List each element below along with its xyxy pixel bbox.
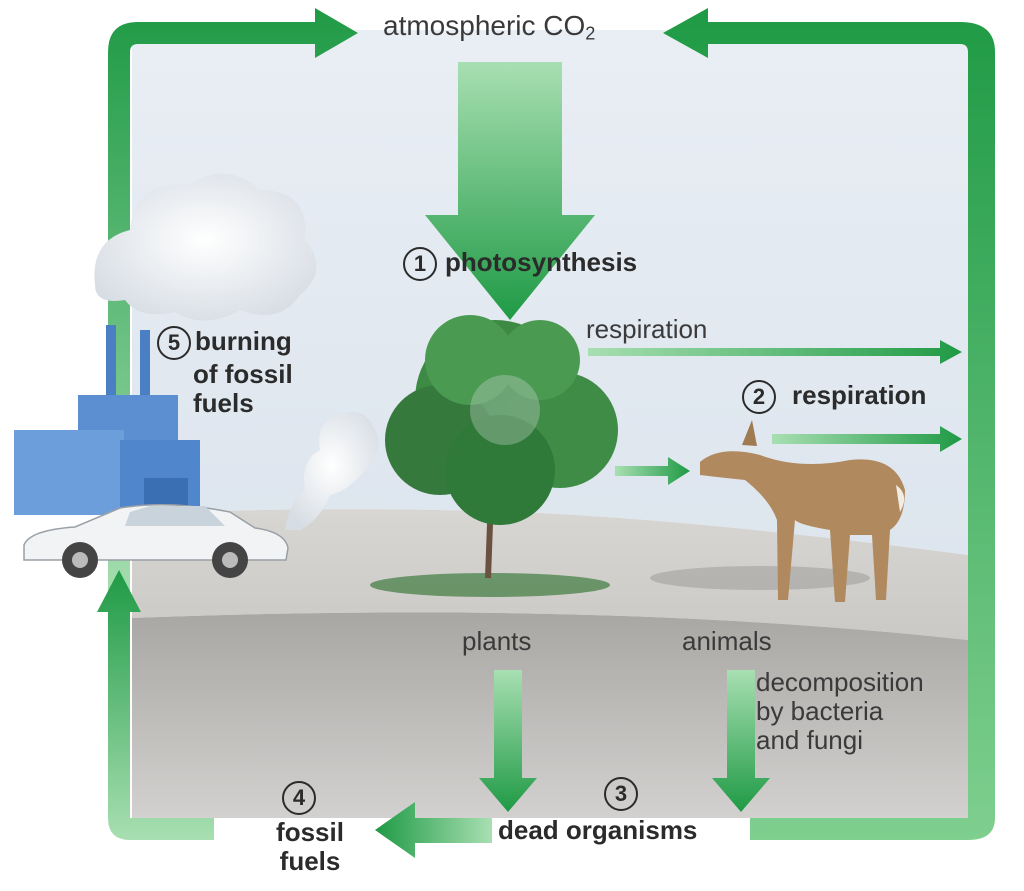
decomposition-label xyxy=(756,668,986,755)
decomposition-line-2: by bacteria xyxy=(756,696,884,727)
burning-line-1: burning xyxy=(195,325,292,356)
fossil-line-1: fossil xyxy=(276,817,344,847)
step-5-badge: 5 xyxy=(157,326,191,360)
photosynthesis-text: photosynthesis xyxy=(445,246,638,277)
step-1-badge: 1 xyxy=(403,247,437,281)
step-3-badge: 3 xyxy=(604,777,638,811)
dead-organisms-text: dead organisms xyxy=(498,815,698,845)
respiration-animal-text: respiration xyxy=(792,379,927,410)
fossil-fuels-label xyxy=(255,818,365,876)
animals-text: animals xyxy=(682,626,772,656)
step-4-badge: 4 xyxy=(282,781,316,815)
animals-label xyxy=(682,628,772,654)
co2-subscript: 2 xyxy=(585,23,596,44)
burning-fossil-fuels-label xyxy=(157,326,327,418)
photosynthesis-label xyxy=(403,247,637,281)
plants-label xyxy=(462,628,531,654)
decomposition-line-3: and fungi xyxy=(756,725,863,756)
plants-text: plants xyxy=(462,626,532,656)
burning-line-3: fuels xyxy=(193,388,254,419)
step-3-badge-wrap xyxy=(604,777,638,811)
decomposition-line-1: decomposition xyxy=(756,667,924,697)
respiration-plant-text: respiration xyxy=(586,314,708,344)
burning-line-2: of fossil xyxy=(193,359,293,389)
dead-organisms-label xyxy=(498,817,697,843)
atmospheric-co2-text: atmospheric CO xyxy=(383,10,586,41)
step-2-badge: 2 xyxy=(742,380,776,414)
fossil-line-2: fuels xyxy=(279,846,341,877)
atmospheric-co2-label xyxy=(383,12,595,43)
respiration-plant-label xyxy=(586,316,707,342)
respiration-animal-label xyxy=(742,380,926,414)
step-4-badge-wrap xyxy=(282,781,316,815)
